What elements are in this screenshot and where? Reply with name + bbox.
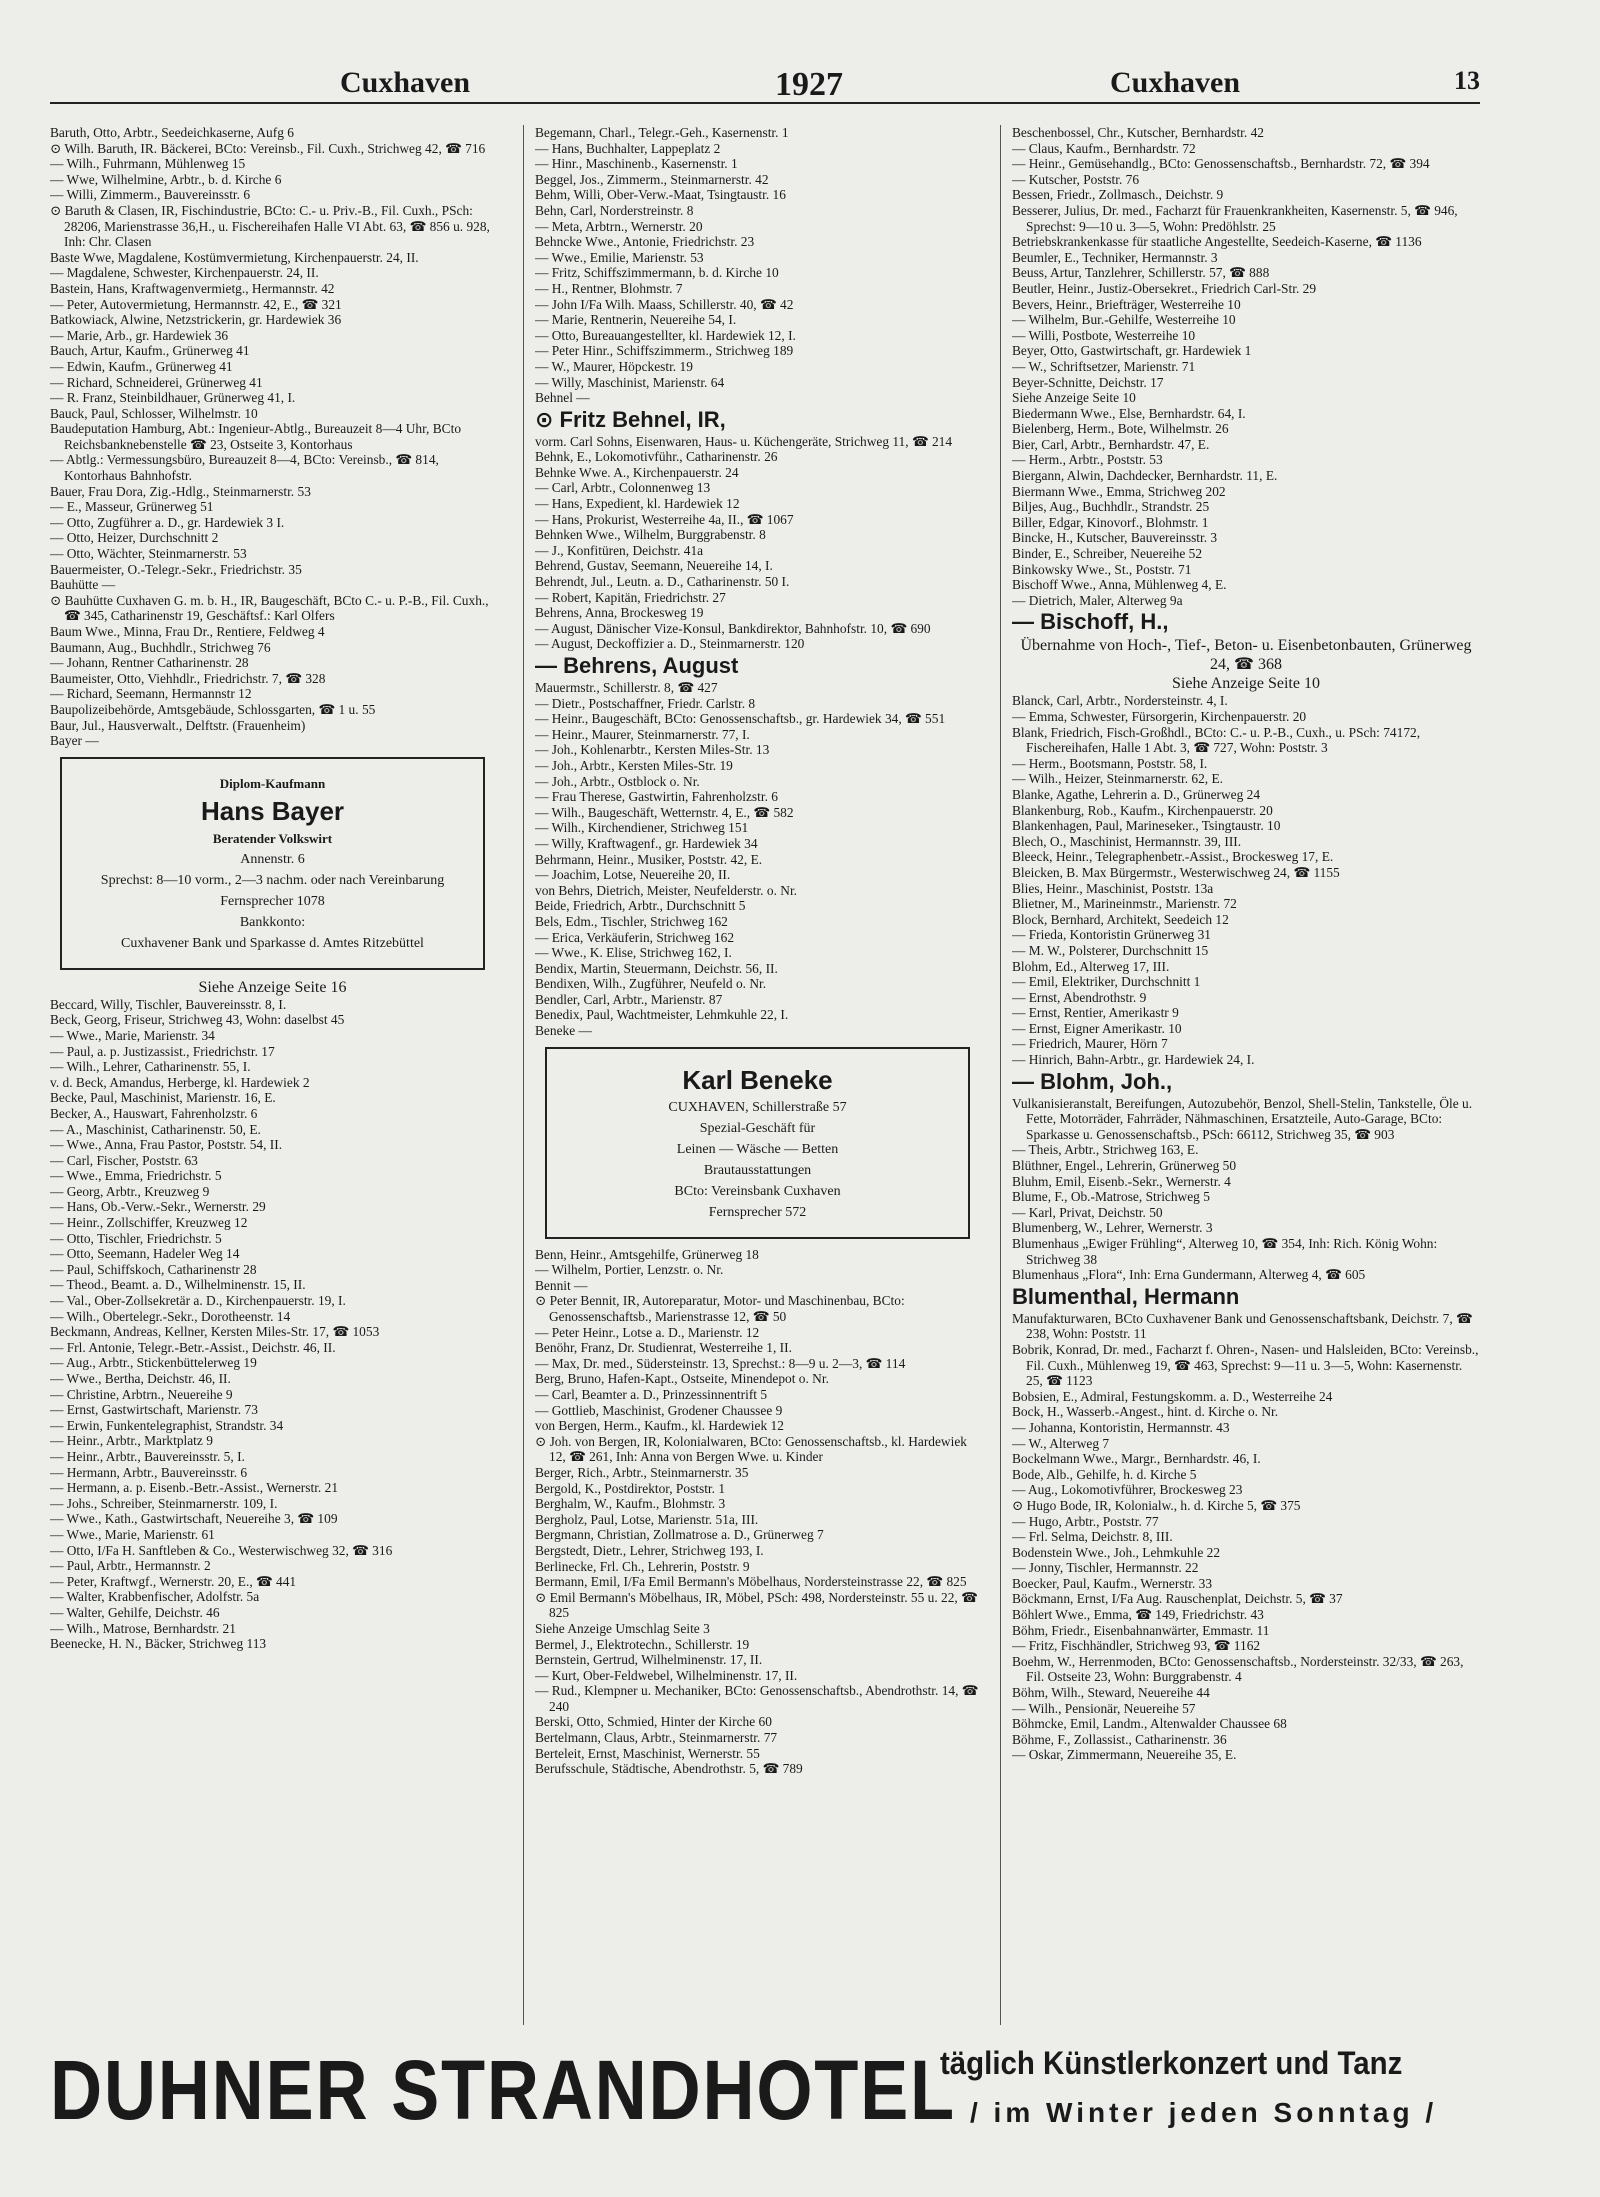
list-item: — Dietrich, Maler, Alterweg 9a: [1012, 592, 1183, 608]
entry-list: [535, 696, 980, 1039]
list-item: Blank, Friedrich, Fisch-Großhdl., BCto: C.- u. P.-B., Cuxh., u. PSch: 74172, Fischereihafen, Halle 1 Abt. 3, ☎ 727, Wohn: Poststr. 3: [1012, 724, 1421, 756]
footer-line-1: täglich Künstlerkonzert und Tanz: [940, 2045, 1403, 2081]
list-item: Bier, Carl, Arbtr., Bernhardstr. 47, E.: [1012, 436, 1210, 452]
list-item: — Carl, Beamter a. D., Prinzessinnentrift 5: [535, 1387, 768, 1402]
list-item: — Hermann, Arbtr., Bauvereinsstr. 6: [50, 1464, 248, 1480]
list-item: — Willi, Zimmerm., Bauvereinsstr. 6: [50, 187, 251, 203]
list-item: Beckmann, Andreas, Kellner, Kersten Miles-Str. 17, ☎ 1053: [50, 1324, 380, 1340]
ad-type: Spezial-Geschäft für: [699, 1120, 816, 1136]
list-item: — Peter Heinr., Lotse a. D., Marienstr. 12: [535, 1324, 760, 1340]
list-item: Blüthner, Engel., Lehrerin, Grünerweg 50: [1012, 1158, 1237, 1174]
list-item: — Paul, Schiffskoch, Catharinenstr 28: [50, 1261, 257, 1277]
list-item: Beggel, Jos., Zimmerm., Steinmarnerstr. 42: [535, 171, 769, 187]
list-item: — Paul, a. p. Justizassist., Friedrichstr. 17: [50, 1043, 275, 1059]
list-item: Bergold, K., Postdirektor, Poststr. 1: [535, 1480, 726, 1496]
list-item: Blumenhaus „Ewiger Frühling“, Alterweg 10, ☎ 354, Inh: Rich. König Wohn: Strichweg 38: [1012, 1236, 1438, 1267]
header-year: 1927: [775, 66, 843, 103]
list-item: — Heinr., Baugeschäft, BCto: Genossenschaftsb., gr. Hardewiek 34, ☎ 551: [535, 711, 946, 727]
list-item: — Heinr., Arbtr., Marktplatz 9: [50, 1433, 213, 1449]
list-item: — Max, Dr. med., Südersteinstr. 13, Sprechst.: 8—9 u. 2—3, ☎ 114: [535, 1355, 906, 1371]
list-item: — M. W., Polsterer, Durchschnitt 15: [1012, 942, 1209, 958]
list-item: Behm, Willi, Ober-Verw.-Maat, Tsingtaustr. 16: [535, 187, 786, 203]
column-rule: [523, 125, 524, 2025]
list-item: Böhme, F., Zollassist., Catharinenstr. 36: [1012, 1731, 1227, 1747]
list-item: — Wwe., Bertha, Deichstr. 46, II.: [50, 1371, 231, 1386]
list-item: Blietner, M., Marineinmstr., Marienstr. 72: [1012, 896, 1237, 912]
list-item: Siehe Anzeige Umschlag Seite 3: [535, 1620, 710, 1636]
list-item: Blohm, Ed., Alterweg 17, III.: [1012, 958, 1170, 974]
list-item: — A., Maschinist, Catharinenstr. 50, E.: [50, 1121, 261, 1137]
list-item: Bendixen, Wilh., Zugführer, Neufeld o. Nr.: [535, 976, 767, 992]
list-item: — Johanna, Kontoristin, Hermannstr. 43: [1012, 1419, 1230, 1435]
list-item: — Hermann, a. p. Eisenb.-Betr.-Assist., Wernerstr. 21: [50, 1480, 339, 1496]
list-item: — Abtlg.: Vermessungsbüro, Bureauzeit 8—4, BCto: Vereinsb., ☎ 814, Kontorhaus Bahnhofstr.: [50, 452, 439, 484]
list-item: — Peter, Kraftwgf., Wernerstr. 20, E., ☎ 441: [50, 1573, 297, 1589]
list-item: Bauhütte —: [50, 577, 116, 593]
list-item: — Frieda, Kontoristin Grünerweg 31: [1012, 927, 1211, 943]
list-item: Baumeister, Otto, Viehhdlr., Friedrichstr. 7, ☎ 328: [50, 670, 326, 686]
list-item: — Kutscher, Poststr. 76: [1012, 171, 1140, 187]
list-item: Beyer, Otto, Gastwirtschaft, gr. Hardewiek 1: [1012, 343, 1252, 359]
list-item: — Otto, Tischler, Friedrichstr. 5: [50, 1230, 222, 1246]
list-item: Blies, Heinr., Maschinist, Poststr. 13a: [1012, 880, 1214, 896]
list-item: Beenecke, H. N., Bäcker, Strichweg 113: [50, 1636, 267, 1652]
list-item: Bauch, Artur, Kaufm., Grünerweg 41: [50, 343, 250, 359]
list-item: — Wwe., Kath., Gastwirtschaft, Neuereihe 3, ☎ 109: [50, 1511, 338, 1527]
list-item: — Willy, Kraftwagenf., gr. Hardewiek 34: [535, 835, 758, 851]
list-item: Benedix, Paul, Wachtmeister, Lehmkuhle 22, I.: [535, 1007, 789, 1023]
list-item: — August, Deckoffizier a. D., Steinmarnerstr. 120: [535, 636, 805, 652]
list-item: — Ernst, Abendrothstr. 9: [1012, 989, 1147, 1005]
list-item: Blech, O., Maschinist, Hermannstr. 39, III.: [1012, 833, 1242, 849]
list-item: ⊙ Joh. von Bergen, IR, Kolonialwaren, BCto: Genossenschaftsb., kl. Hardewiek 12, ☎ 261, Inh: Anna von Bergen Wwe. u. Kinder: [535, 1433, 967, 1465]
ad-line: Diplom-Kaufmann: [219, 775, 326, 791]
list-item: Blumenhaus „Flora“, Inh: Erna Gundermann, Alterweg 4, ☎ 605: [1012, 1267, 1366, 1283]
list-item: — Otto, Heizer, Durchschnitt 2: [50, 530, 219, 546]
list-item: Bessen, Friedr., Zollmasch., Deichstr. 9: [1012, 187, 1224, 203]
list-item: — Fritz, Schiffszimmermann, b. d. Kirche 10: [535, 265, 779, 281]
list-item: — Johs., Schreiber, Steinmarnerstr. 109, I.: [50, 1495, 278, 1511]
list-item: Baruth, Otto, Arbtr., Seedeichkaserne, Aufg 6: [50, 125, 294, 140]
list-item: Baudeputation Hamburg, Abt.: Ingenieur-Abtlg., Bureauzeit 8—4 Uhr, BCto Reichsbanknebenstelle ☎ 23, Ostseite 3, Kontorhaus: [50, 421, 462, 452]
list-item: — Erica, Verkäuferin, Strichweg 162: [535, 929, 735, 945]
see-ad-note: Siehe Anzeige Seite 10: [1172, 675, 1320, 693]
list-item: — Theod., Beamt. a. D., Wilhelminenstr. 15, II.: [50, 1277, 306, 1293]
list-item: — August, Dänischer Vize-Konsul, Bankdirektor, Bahnhofstr. 10, ☎ 690: [535, 620, 931, 636]
list-item: ⊙ Peter Bennit, IR, Autoreparatur, Motor- und Maschinenbau, BCto: Genossenschaftsb., Marienstrasse 12, ☎ 50: [535, 1293, 905, 1325]
directory-column-2: [535, 125, 980, 2032]
list-item: — Edwin, Kaufm., Grünerweg 41: [50, 358, 233, 374]
ad-name: Hans Bayer: [200, 795, 345, 826]
list-item: Bastein, Hans, Kraftwagenvermietg., Hermannstr. 42: [50, 280, 335, 296]
list-item: — Otto, I/Fa H. Sanftleben & Co., Westerwischweg 32, ☎ 316: [50, 1542, 393, 1558]
list-item: — Wilh., Lehrer, Catharinenstr. 55, I.: [50, 1059, 251, 1075]
list-item: Behrend, Gustav, Seemann, Neuereihe 14, I.: [535, 558, 773, 574]
list-item: — Dietr., Postschaffner, Friedr. Carlstr. 8: [535, 695, 756, 711]
list-item: Blankenhagen, Paul, Marineseker., Tsingtaustr. 10: [1012, 818, 1281, 834]
list-item: Bergmann, Christian, Zollmatrose a. D., Grünerweg 7: [535, 1527, 824, 1543]
ad-bank-label: Bankkonto:: [239, 914, 306, 930]
list-item: — Wwe., Marie, Marienstr. 34: [50, 1027, 215, 1043]
list-item: Baste Wwe, Magdalene, Kostümvermietung, Kirchenpauerstr. 24, II.: [50, 249, 419, 265]
list-item: — Otto, Wächter, Steinmarnerstr. 53: [50, 546, 247, 562]
list-item: — E., Masseur, Grünerweg 51: [50, 499, 214, 515]
list-item: — Richard, Seemann, Hermannstr 12: [50, 686, 252, 702]
list-item: — Wilh., Heizer, Steinmarnerstr. 62, E.: [1012, 771, 1224, 787]
list-item: — Heinr., Maurer, Steinmarnerstr. 77, I.: [535, 726, 750, 742]
list-item: Biergann, Alwin, Dachdecker, Bernhardstr. 11, E.: [1012, 468, 1278, 484]
list-item: — Erwin, Funkentelegraphist, Strandstr. 34: [50, 1417, 284, 1433]
entry-list: [535, 125, 980, 406]
list-item: Böckmann, Ernst, I/Fa Aug. Rauschenplat, Deichstr. 5, ☎ 37: [1012, 1591, 1343, 1607]
list-item: Bauck, Paul, Schlosser, Wilhelmstr. 10: [50, 405, 258, 421]
list-item: — Ernst, Gastwirtschaft, Marienstr. 73: [50, 1402, 258, 1418]
footer-advertisement: [50, 2035, 1510, 2145]
list-item: Bodenstein Wwe., Joh., Lehmkuhle 22: [1012, 1544, 1221, 1560]
ad-address: CUXHAVEN, Schillerstraße 57: [668, 1099, 847, 1115]
list-item: — Wilh., Matrose, Bernhardstr. 21: [50, 1620, 236, 1636]
list-item: — Claus, Kaufm., Bernhardstr. 72: [1012, 140, 1196, 156]
list-item: — Carl, Fischer, Poststr. 63: [50, 1152, 198, 1168]
list-item: — Georg, Arbtr., Kreuzweg 9: [50, 1183, 210, 1199]
entry-list: [1012, 1142, 1480, 1282]
list-item: Baur, Jul., Hausverwalt., Delftstr. (Frauenheim): [50, 717, 306, 733]
list-item: Biljes, Aug., Buchhdlr., Strandstr. 25: [1012, 499, 1210, 515]
list-item: Behnke Wwe. A., Kirchenpauerstr. 24: [535, 464, 739, 480]
list-item: Biedermann Wwe., Else, Bernhardstr. 64, I.: [1012, 405, 1246, 421]
list-item: Bauer, Frau Dora, Zig.-Hdlg., Steinmarnerstr. 53: [50, 483, 311, 499]
list-item: — Emma, Schwester, Fürsorgerin, Kirchenpauerstr. 20: [1012, 709, 1307, 724]
list-item: Bauermeister, O.-Telegr.-Sekr., Friedrichstr. 35: [50, 561, 302, 577]
highlight-name: ⊙ Fritz Behnel, IR,: [535, 406, 726, 432]
list-item: — Otto, Zugführer a. D., gr. Hardewiek 3 I.: [50, 514, 285, 530]
list-item: Beccard, Willy, Tischler, Bauvereinsstr. 8, I.: [50, 996, 287, 1012]
list-item: Übernahme von Hoch-, Tief-, Beton- u. Eisenbetonbauten, Grünerweg 24, ☎ 368: [1020, 637, 1472, 674]
list-item: Binkowsky Wwe., St., Poststr. 71: [1012, 561, 1192, 577]
list-item: Becker, A., Hauswart, Fahrenholzstr. 6: [50, 1105, 258, 1121]
list-item: — Herm., Bootsmann, Poststr. 58, I.: [1012, 755, 1208, 771]
list-item: — Walter, Krabbenfischer, Adolfstr. 5a: [50, 1589, 260, 1605]
ad-phone: Fernsprecher 572: [708, 1204, 807, 1220]
list-item: — Emil, Elektriker, Durchschnitt 1: [1012, 974, 1201, 990]
entry-list: [50, 997, 495, 1652]
list-item: Batkowiack, Alwine, Netzstrickerin, gr. Hardewiek 36: [50, 312, 342, 328]
list-item: — Peter Hinr., Schiffszimmerm., Strichweg 189: [535, 343, 794, 359]
list-item: — Hans, Prokurist, Westerreihe 4a, II., ☎ 1067: [535, 511, 794, 527]
ad-karl-beneke: [545, 1047, 970, 1239]
list-item: — Ernst, Rentier, Amerikastr 9: [1012, 1005, 1179, 1021]
list-item: Behn, Carl, Norderstreinstr. 8: [535, 202, 694, 218]
list-item: — J., Konfitüren, Deichstr. 41a: [535, 542, 704, 558]
list-item: Baum Wwe., Minna, Frau Dr., Rentiere, Feldweg 4: [50, 624, 325, 639]
list-item: — Hinrich, Bahn-Arbtr., gr. Hardewiek 24, I.: [1012, 1052, 1255, 1068]
list-item: Behrens, Anna, Brockesweg 19: [535, 605, 704, 621]
list-item: Berg, Bruno, Hafen-Kapt., Ostseite, Minendepot o. Nr.: [535, 1371, 829, 1387]
list-item: Bode, Alb., Gehilfe, h. d. Kirche 5: [1012, 1466, 1197, 1482]
list-item: — Wilh., Pensionär, Neuereihe 57: [1012, 1700, 1196, 1716]
list-item: Beide, Friedrich, Arbtr., Durchschnitt 5: [535, 898, 746, 914]
list-item: — Magdalene, Schwester, Kirchenpauerstr. 24, II.: [50, 265, 319, 281]
list-item: Bels, Edm., Tischler, Strichweg 162: [535, 913, 728, 929]
page-number: 13: [1454, 66, 1480, 95]
entry-list: [535, 449, 980, 652]
list-item: — Meta, Arbtrn., Wernerstr. 20: [535, 218, 703, 234]
list-item: — Ernst, Eigner Amerikastr. 10: [1012, 1020, 1182, 1036]
list-item: Blanke, Agathe, Lehrerin a. D., Grünerweg 24: [1012, 786, 1261, 802]
list-item: — Gottlieb, Maschinist, Grodener Chaussee 9: [535, 1402, 783, 1418]
highlight-name: — Behrens, August: [535, 653, 739, 678]
list-item: — Heinr., Arbtr., Bauvereinsstr. 5, I.: [50, 1448, 245, 1464]
ad-hans-bayer: [60, 757, 485, 970]
page-header: [50, 62, 1480, 104]
list-item: Böhmcke, Emil, Landm., Altenwalder Chaussee 68: [1012, 1716, 1287, 1732]
list-item: von Behrs, Dietrich, Meister, Neufelderstr. o. Nr.: [535, 882, 798, 898]
list-item: Biller, Edgar, Kinovorf., Blohmstr. 1: [1012, 514, 1209, 530]
list-item: — Herm., Arbtr., Poststr. 53: [1012, 452, 1163, 468]
list-item: Berger, Rich., Arbtr., Steinmarnerstr. 35: [535, 1464, 749, 1480]
list-item: Bermann, Emil, I/Fa Emil Bermann's Möbelhaus, Nordersteinstrasse 22, ☎ 825: [535, 1574, 967, 1590]
highlight-name: — Bischoff, H.,: [1012, 609, 1169, 635]
list-item: — Aug., Lokomotivführer, Brockesweg 23: [1012, 1482, 1243, 1498]
list-item: Behrmann, Heinr., Musiker, Poststr. 42, E.: [535, 851, 763, 867]
list-item: — Heinr., Gemüsehandlg., BCto: Genossenschaftsb., Bernhardstr. 72, ☎ 394: [1012, 156, 1430, 172]
ad-goods: Leinen — Wäsche — Betten: [676, 1141, 839, 1157]
header-city-right: Cuxhaven: [1110, 66, 1241, 99]
list-item: — Wwe., Anna, Frau Pastor, Poststr. 54, II.: [50, 1137, 283, 1153]
entry-list: [535, 1247, 980, 1777]
list-item: — Aug., Arbtr., Stickenbüttelerweg 19: [50, 1355, 257, 1371]
list-item: — W., Schriftsetzer, Marienstr. 71: [1012, 358, 1196, 374]
list-item: Besserer, Julius, Dr. med., Facharzt für Frauenkrankheiten, Kasernenstr. 5, ☎ 946, Sprechst: 9—10 u. 3—5, Wohn: Predöhlstr. 25: [1012, 202, 1458, 234]
list-item: — Jonny, Tischler, Hermannstr. 22: [1012, 1560, 1199, 1576]
list-item: Bock, H., Wasserb.-Angest., hint. d. Kirche o. Nr.: [1012, 1404, 1279, 1420]
list-item: Begemann, Charl., Telegr.-Geh., Kasernenstr. 1: [535, 125, 789, 140]
list-item: — Wilh., Kirchendiener, Strichweg 151: [535, 820, 749, 836]
ad-address: Annenstr. 6: [240, 851, 305, 867]
list-item: — Kurt, Ober-Feldwebel, Wilhelminenstr. 17, II.: [535, 1667, 798, 1683]
list-item: Bielenberg, Herm., Bote, Wilhelmstr. 26: [1012, 421, 1229, 437]
list-item: — R. Franz, Steinbildhauer, Grünerweg 41, I.: [50, 390, 296, 406]
list-item: Böhm, Wilh., Steward, Neuereihe 44: [1012, 1685, 1210, 1701]
list-item: Beneke —: [535, 1023, 592, 1039]
see-ad-note: Siehe Anzeige Seite 16: [198, 978, 347, 996]
directory-column-3: [1012, 125, 1480, 2032]
footer-hotel-name: DUHNER STRANDHOTEL: [50, 2043, 956, 2137]
list-item: Bleeck, Heinr., Telegraphenbetr.-Assist., Brockesweg 17, E.: [1012, 849, 1334, 865]
list-item: Behrendt, Jul., Leutn. a. D., Catharinenstr. 50 I.: [535, 574, 790, 590]
list-item: — Hans, Expedient, kl. Hardewiek 12: [535, 496, 740, 512]
ad-hours: Sprechst: 8—10 vorm., 2—3 nachm. oder nach Vereinbarung: [100, 872, 445, 888]
list-item: — Wwe., Emma, Friedrichstr. 5: [50, 1168, 222, 1184]
column-rule: [1000, 125, 1001, 2025]
list-item: — Karl, Privat, Deichstr. 50: [1012, 1204, 1163, 1220]
ad-phone: Fernsprecher 1078: [220, 893, 325, 909]
list-item: Bendix, Martin, Steuermann, Deichstr. 56, II.: [535, 960, 778, 976]
list-item: Bendler, Carl, Arbtr., Marienstr. 87: [535, 991, 723, 1007]
list-item: — Joh., Arbtr., Kersten Miles-Str. 19: [535, 757, 733, 773]
list-item: Behnk, E., Lokomotivführ., Catharinenstr. 26: [535, 449, 778, 465]
list-item: — Joh., Arbtr., Ostblock o. Nr.: [535, 773, 700, 789]
list-item: Behncke Wwe., Antonie, Friedrichstr. 23: [535, 234, 755, 250]
list-item: — Frl. Antonie, Telegr.-Betr.-Assist., Deichstr. 46, II.: [50, 1339, 336, 1355]
list-item: Berski, Otto, Schmied, Hinter der Kirche 60: [535, 1714, 772, 1730]
list-item: Berghalm, W., Kaufm., Blohmstr. 3: [535, 1496, 726, 1512]
list-item: ⊙ Bauhütte Cuxhaven G. m. b. H., IR, Baugeschäft, BCto C.- u. P.-B., Fil. Cuxh., ☎ 345, Catharinenstr 19, Geschäftsf.: Karl Olfers: [50, 592, 489, 624]
list-item: Beumler, E., Techniker, Hermannstr. 3: [1012, 249, 1218, 265]
entry-list: [1012, 1342, 1480, 1763]
list-item: — Wwe., Marie, Marienstr. 61: [50, 1526, 215, 1542]
list-item: Behnel —: [535, 390, 590, 406]
list-item: — Wwe., K. Elise, Strichweg 162, I.: [535, 945, 732, 961]
list-item: Bergstedt, Dietr., Lehrer, Strichweg 193, I.: [535, 1542, 764, 1558]
list-item: Betriebskrankenkasse für staatliche Angestellte, Seedeich-Kaserne, ☎ 1136: [1012, 234, 1422, 250]
ad-bank: BCto: Vereinsbank Cuxhaven: [674, 1183, 841, 1199]
list-item: Bischoff Wwe., Anna, Mühlenweg 4, E.: [1012, 577, 1227, 593]
list-item: vorm. Carl Sohns, Eisenwaren, Haus- u. Küchengeräte, Strichweg 11, ☎ 214: [535, 433, 953, 449]
list-item: — Rud., Klempner u. Mechaniker, BCto: Genossenschaftsb., Abendrothstr. 14, ☎ 240: [535, 1683, 979, 1714]
list-item: — Hugo, Arbtr., Poststr. 77: [1012, 1513, 1159, 1529]
entry-list: [1012, 693, 1480, 1067]
list-item: — Wwe., Emilie, Marienstr. 53: [535, 249, 704, 265]
footer-line-2: / im Winter jeden Sonntag /: [970, 2097, 1438, 2128]
list-item: Blumenberg, W., Lehrer, Wernerstr. 3: [1012, 1220, 1213, 1236]
list-item: — Joh., Kohlenarbtr., Kersten Miles-Str. 13: [535, 742, 770, 758]
list-item: ⊙ Hugo Bode, IR, Kolonialw., h. d. Kirche 5, ☎ 375: [1012, 1497, 1301, 1513]
list-item: v. d. Beck, Amandus, Herberge, kl. Hardewiek 2: [50, 1074, 310, 1090]
directory-column-1: [50, 125, 495, 2032]
list-item: Baupolizeibehörde, Amtsgebäude, Schlossgarten, ☎ 1 u. 55: [50, 701, 376, 717]
highlight-name: Blumenthal, Hermann: [1012, 1283, 1240, 1309]
list-item: Bernstein, Gertrud, Wilhelminenstr. 17, II.: [535, 1652, 763, 1668]
list-item: Block, Bernhard, Architekt, Seedeich 12: [1012, 911, 1229, 927]
list-item: — Joachim, Lotse, Neuereihe 20, II.: [535, 867, 731, 883]
entry-list: [50, 125, 495, 749]
list-item: Manufakturwaren, BCto Cuxhavener Bank und Genossenschaftsbank, Deichstr. 7, ☎ 238, Wohn: Poststr. 11: [1012, 1310, 1473, 1342]
list-item: — W., Maurer, Höpckestr. 19: [535, 358, 693, 374]
list-item: — Christine, Arbtrn., Neuereihe 9: [50, 1386, 233, 1402]
list-item: — Wilh., Fuhrmann, Mühlenweg 15: [50, 156, 246, 172]
list-item: — Willi, Postbote, Westerreihe 10: [1012, 327, 1196, 343]
list-item: — Richard, Schneiderei, Grünerweg 41: [50, 374, 263, 390]
list-item: — Wilh., Obertelegr.-Sekr., Dorotheenstr. 14: [50, 1308, 291, 1324]
list-item: Blankenburg, Rob., Kaufm., Kirchenpauerstr. 20: [1012, 802, 1273, 818]
list-item: — Carl, Arbtr., Colonnenweg 13: [535, 480, 711, 496]
list-item: — Fritz, Fischhändler, Strichweg 93, ☎ 1162: [1012, 1638, 1261, 1654]
list-item: — Heinr., Zollschiffer, Kreuzweg 12: [50, 1215, 248, 1231]
list-item: — Otto, Bureauangestellter, kl. Hardewiek 12, I.: [535, 327, 796, 343]
list-item: Böhlert Wwe., Emma, ☎ 149, Friedrichstr. 43: [1012, 1607, 1264, 1623]
list-item: Bincke, H., Kutscher, Bauvereinsstr. 3: [1012, 530, 1218, 546]
list-item: Bobsien, E., Admiral, Festungskomm. a. D., Westerreihe 24: [1012, 1388, 1333, 1404]
list-item: — Wilhelm, Portier, Lenzstr. o. Nr.: [535, 1262, 724, 1278]
list-item: — Robert, Kapitän, Friedrichstr. 27: [535, 589, 726, 605]
list-item: Beuss, Artur, Tanzlehrer, Schillerstr. 57, ☎ 888: [1012, 265, 1270, 281]
entry-list: [1012, 125, 1480, 608]
ad-bank: Cuxhavener Bank und Sparkasse d. Amtes Ritzebüttel: [121, 935, 424, 951]
list-item: Biermann Wwe., Emma, Strichweg 202: [1012, 483, 1226, 499]
list-item: ⊙ Emil Bermann's Möbelhaus, IR, Möbel, PSch: 498, Nordersteinstr. 55 u. 22, ☎ 825: [535, 1589, 978, 1621]
header-city-left: Cuxhaven: [340, 66, 471, 99]
list-item: — Frau Therese, Gastwirtin, Fahrenholzstr. 6: [535, 789, 778, 805]
list-item: Bevers, Heinr., Briefträger, Westerreihe 10: [1012, 296, 1241, 312]
list-item: Benöhr, Franz, Dr. Studienrat, Westerreihe 1, II.: [535, 1340, 792, 1356]
list-item: Baumann, Aug., Buchhdlr., Strichweg 76: [50, 639, 271, 655]
list-item: Boecker, Paul, Kaufm., Wernerstr. 33: [1012, 1575, 1213, 1591]
list-item: Böhm, Friedr., Eisenbahnanwärter, Emmastr. 11: [1012, 1622, 1270, 1638]
list-item: Berufsschule, Städtische, Abendrothstr. 5, ☎ 789: [535, 1761, 803, 1777]
list-item: von Bergen, Herm., Kaufm., kl. Hardewiek 12: [535, 1418, 784, 1434]
list-item: Bertelmann, Claus, Arbtr., Steinmarnerstr. 77: [535, 1730, 778, 1746]
list-item: — Otto, Seemann, Hadeler Weg 14: [50, 1246, 240, 1262]
list-item: Beschenbossel, Chr., Kutscher, Bernhardstr. 42: [1012, 125, 1264, 140]
list-item: Bleicken, B. Max Bürgermstr., Westerwischweg 24, ☎ 1155: [1012, 864, 1340, 880]
list-item: Beck, Georg, Friseur, Strichweg 43, Wohn: daselbst 45: [50, 1012, 345, 1028]
list-item: — Oskar, Zimmermann, Neuereihe 35, E.: [1012, 1747, 1237, 1763]
list-item: Becke, Paul, Maschinist, Marienstr. 16, E.: [50, 1090, 276, 1106]
list-item: — Hans, Buchhalter, Lappeplatz 2: [535, 140, 721, 156]
list-item: — John I/Fa Wilh. Maass, Schillerstr. 40, ☎ 42: [535, 296, 794, 312]
list-item: Binder, E., Schreiber, Neuereihe 52: [1012, 546, 1203, 562]
list-item: — Wilhelm, Bur.-Gehilfe, Westerreihe 10: [1012, 312, 1236, 328]
list-item: Bennit —: [535, 1277, 588, 1293]
list-item: — Marie, Arb., gr. Hardewiek 36: [50, 327, 229, 343]
highlight-name: — Blohm, Joh.,: [1012, 1068, 1173, 1094]
list-item: — Willy, Maschinist, Marienstr. 64: [535, 374, 725, 390]
list-item: — Johann, Rentner Catharinenstr. 28: [50, 655, 249, 671]
list-item: Blume, F., Ob.-Matrose, Strichweg 5: [1012, 1189, 1210, 1205]
list-item: Beyer-Schnitte, Deichstr. 17: [1012, 374, 1164, 390]
list-item: — W., Alterweg 7: [1012, 1435, 1110, 1451]
list-item: — Hinr., Maschinenb., Kasernenstr. 1: [535, 156, 738, 172]
list-item: Berlinecke, Frl. Ch., Lehrerin, Poststr. 9: [535, 1558, 750, 1574]
list-item: Siehe Anzeige Seite 10: [1012, 390, 1136, 406]
list-item: — Val., Ober-Zollsekretär a. D., Kirchenpauerstr. 19, I.: [50, 1293, 346, 1309]
list-item: Boehm, W., Herrenmoden, BCto: Genossenschaftsb., Nordersteinstr. 32/33, ☎ 263, Fil. Ostseite 23, Wohn: Burggrabenstr. 4: [1012, 1653, 1464, 1685]
list-item: — Paul, Arbtr., Hermannstr. 2: [50, 1558, 211, 1574]
list-item: — Walter, Gehilfe, Deichstr. 46: [50, 1604, 220, 1620]
list-item: — Peter, Autovermietung, Hermannstr. 42, E., ☎ 321: [50, 296, 342, 312]
list-item: Bermel, J., Elektrotechn., Schillerstr. 19: [535, 1636, 750, 1652]
list-item: Bergholz, Paul, Lotse, Marienstr. 51a, III.: [535, 1511, 759, 1527]
list-item: Bobrik, Konrad, Dr. med., Facharzt f. Ohren-, Nasen- und Halsleiden, BCto: Vereinsb., Fil. Cuxh., Mühlenweg 19, ☎ 463, Sprechst: 9—11 u. 3—5, Wohn: Kasernenstr. 25, ☎ 1123: [1012, 1341, 1479, 1389]
list-item: Bayer —: [50, 733, 99, 749]
list-item: — Friedrich, Maurer, Hörn 7: [1012, 1036, 1168, 1052]
list-item: Behnken Wwe., Wilhelm, Burggrabenstr. 8: [535, 527, 766, 543]
list-item: Berteleit, Ernst, Maschinist, Wernerstr. 55: [535, 1745, 760, 1761]
list-item: Benn, Heinr., Amtsgehilfe, Grünerweg 18: [535, 1246, 759, 1262]
ad-name: Karl Beneke: [682, 1064, 833, 1095]
list-item: ⊙ Wilh. Baruth, IR. Bäckerei, BCto: Vereinsb., Fil. Cuxh., Strichweg 42, ☎ 716: [50, 140, 486, 156]
list-item: Blanck, Carl, Arbtr., Nordersteinstr. 4, I.: [1012, 693, 1228, 709]
list-item: — Wilh., Baugeschäft, Wetternstr. 4, E., ☎ 582: [535, 804, 794, 820]
list-item: — H., Rentner, Blohmstr. 7: [535, 280, 683, 296]
list-item: ⊙ Baruth & Clasen, IR, Fischindustrie, BCto: C.- u. Priv.-B., Fil. Cuxh., PSch: 28206, Marienstrasse 36,H., u. Fischereihafen Halle VI Abt. 63, ☎ 856 u. 928, Inh: Chr. Clasen: [50, 202, 490, 250]
list-item: Bockelmann Wwe., Margr., Bernhardstr. 46, I.: [1012, 1451, 1261, 1467]
list-item: Beutler, Heinr., Justiz-Obersekret., Friedrich Carl-Str. 29: [1012, 280, 1317, 296]
list-item: — Frl. Selma, Deichstr. 8, III.: [1012, 1529, 1173, 1545]
list-item: — Theis, Arbtr., Strichweg 163, E.: [1012, 1142, 1199, 1158]
ad-title: Beratender Volkswirt: [212, 830, 333, 846]
list-item: Vulkanisieranstalt, Bereifungen, Autozubehör, Benzol, Shell-Stelin, Tankstelle, Öle u. Fette, Motorräder, Fahrräder, Nähmaschinen, Ersatzteile, Auto-Garage, BCto: Sparkasse u. Genossenschaftsb., PSch: 66112, Strichweg 35, ☎ 903: [1012, 1095, 1473, 1142]
list-item: — Hans, Ob.-Verw.-Sekr., Wernerstr. 29: [50, 1199, 266, 1215]
ad-goods: Brautausstattungen: [703, 1162, 812, 1178]
list-item: — Marie, Rentnerin, Neuereihe 54, I.: [535, 312, 737, 328]
list-item: Mauermstr., Schillerstr. 8, ☎ 427: [535, 680, 718, 695]
list-item: — Wwe, Wilhelmine, Arbtr., b. d. Kirche 6: [50, 171, 282, 187]
list-item: Bluhm, Emil, Eisenb.-Sekr., Wernerstr. 4: [1012, 1173, 1231, 1189]
